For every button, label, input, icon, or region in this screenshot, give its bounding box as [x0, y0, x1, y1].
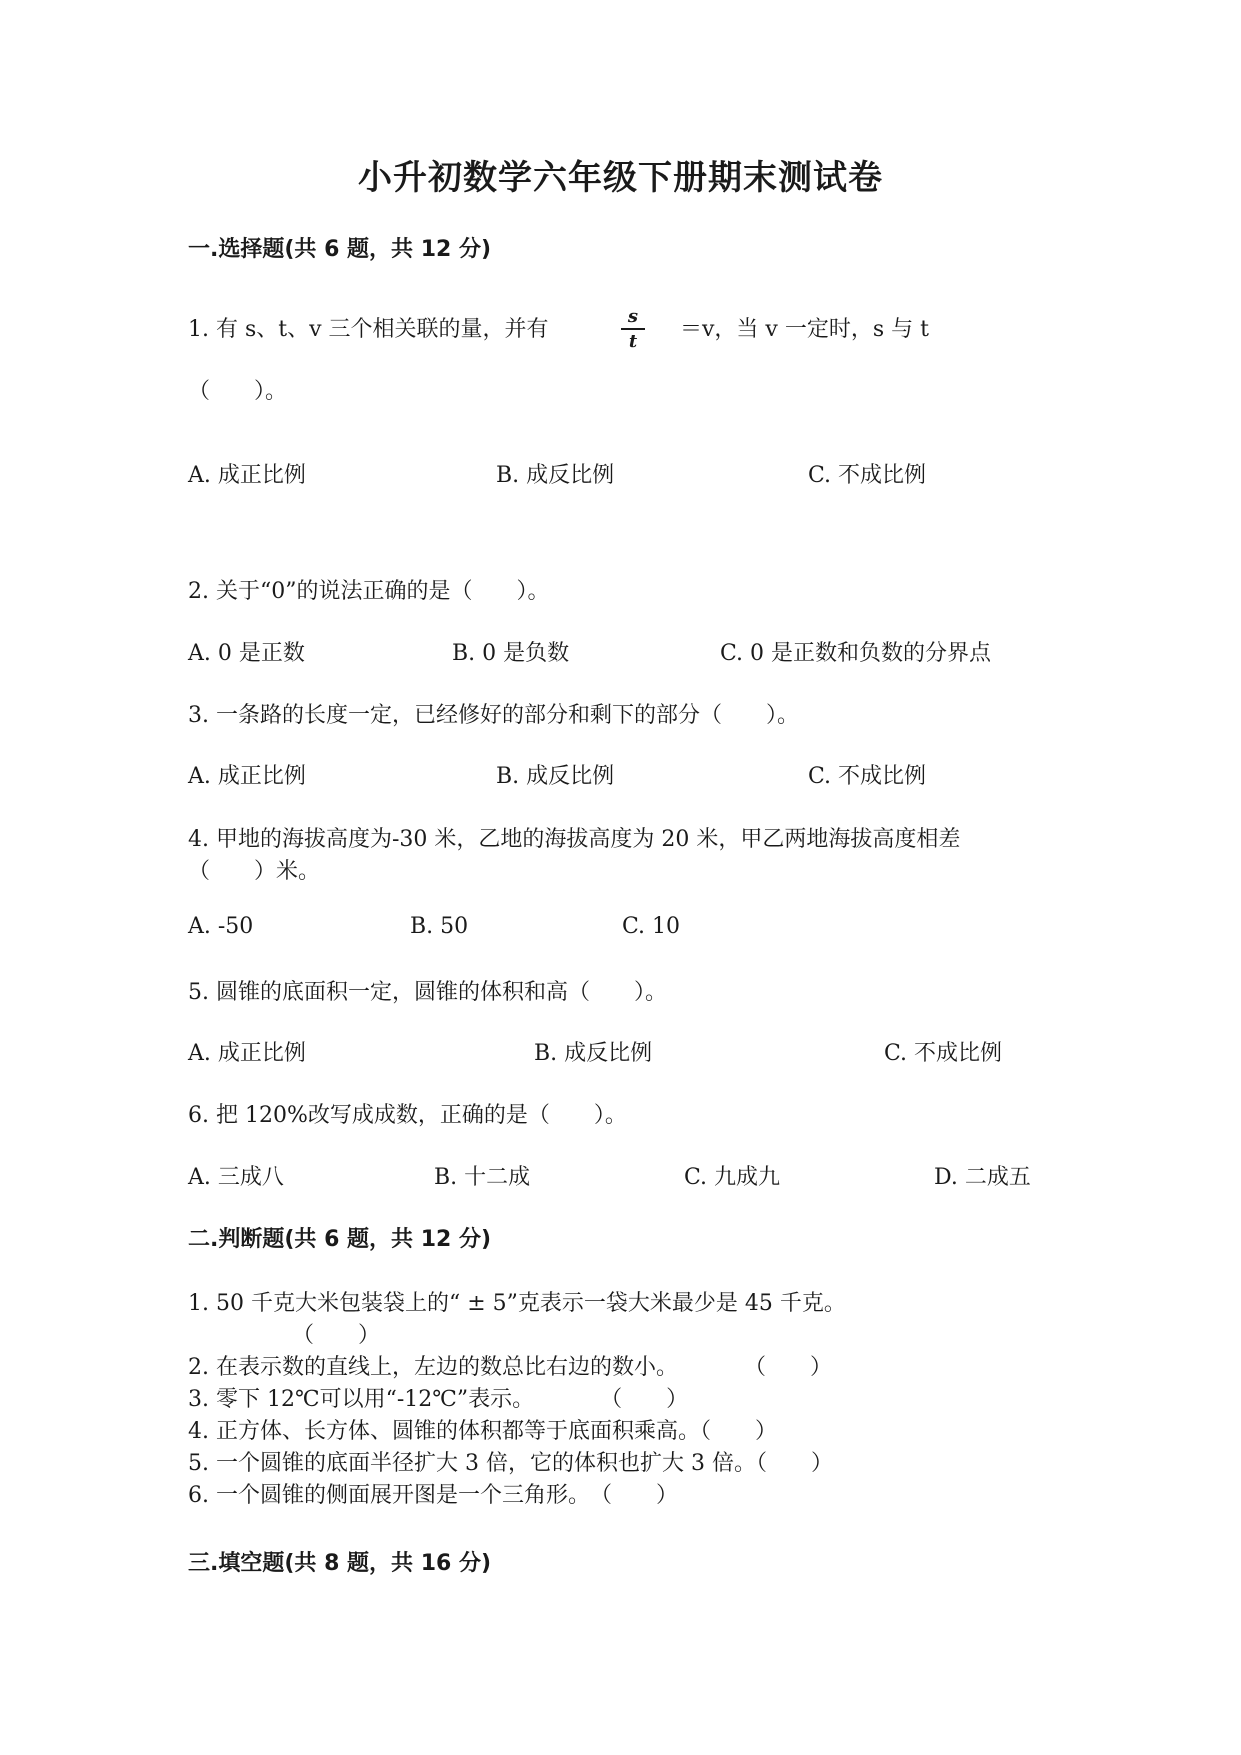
fraction-denominator: t — [628, 330, 638, 352]
question-4-stem-line2: （ ）米。 — [188, 859, 321, 884]
question-4-option-c: C. 10 — [622, 914, 681, 939]
question-1-option-c: C. 不成比例 — [808, 463, 927, 488]
question-2-option-b: B. 0 是负数 — [452, 641, 570, 666]
judge-item-1: 1. 50 千克大米包装袋上的“ ± 5”克表示一袋大米最少是 45 千克。 — [188, 1291, 846, 1316]
section-header-fill: 三.填空题(共 8 题，共 16 分) — [188, 1551, 492, 1576]
question-6-option-b: B. 十二成 — [434, 1165, 531, 1190]
question-2-option-c: C. 0 是正数和负数的分界点 — [720, 641, 992, 666]
question-4-option-a: A. -50 — [188, 914, 254, 939]
question-6-option-d: D. 二成五 — [934, 1165, 1031, 1190]
question-6-option-c: C. 九成九 — [684, 1165, 781, 1190]
judge-item-6: 6. 一个圆锥的侧面展开图是一个三角形。 （ ） — [188, 1483, 678, 1508]
question-2-option-a: A. 0 是正数 — [188, 641, 305, 666]
question-6-option-a: A. 三成八 — [188, 1165, 284, 1190]
question-5-option-c: C. 不成比例 — [884, 1041, 1003, 1066]
question-1-option-b: B. 成反比例 — [496, 463, 615, 488]
question-6-stem: 6. 把 120%改写成成数，正确的是（ ）。 — [188, 1103, 627, 1128]
question-3-option-b: B. 成反比例 — [496, 764, 615, 789]
section-header-choice: 一.选择题(共 6 题，共 12 分) — [188, 237, 492, 262]
judge-item-2: 2. 在表示数的直线上，左边的数总比右边的数小。 （ ） — [188, 1355, 832, 1380]
question-3-option-c: C. 不成比例 — [808, 764, 927, 789]
question-4-option-b: B. 50 — [410, 914, 469, 939]
question-1-option-a: A. 成正比例 — [188, 463, 306, 488]
question-5-option-a: A. 成正比例 — [188, 1041, 306, 1066]
fraction-bar — [621, 328, 645, 330]
question-1-stem-part1: 1. 有 s、t、v 三个相关联的量，并有 — [188, 317, 549, 342]
question-3-stem: 3. 一条路的长度一定，已经修好的部分和剩下的部分（ ）。 — [188, 703, 799, 728]
question-1-stem-part2: ＝v，当 v 一定时，s 与 t — [680, 317, 929, 342]
question-3-option-a: A. 成正比例 — [188, 764, 306, 789]
page-title: 小升初数学六年级下册期末测试卷 — [358, 158, 883, 198]
fraction-numerator: s — [627, 306, 639, 327]
question-1-stem-line2: （ ）。 — [188, 379, 288, 404]
judge-item-3: 3. 零下 12℃可以用“-12℃”表示。 （ ） — [188, 1387, 689, 1412]
question-5-option-b: B. 成反比例 — [534, 1041, 653, 1066]
judge-item-1-blank: （ ） — [292, 1323, 381, 1348]
question-1-fraction — [618, 306, 648, 352]
judge-item-4: 4. 正方体、长方体、圆锥的体积都等于底面积乘高。（ ） — [188, 1419, 777, 1444]
judge-item-5: 5. 一个圆锥的底面半径扩大 3 倍，它的体积也扩大 3 倍。（ ） — [188, 1451, 833, 1476]
question-5-stem: 5. 圆锥的底面积一定，圆锥的体积和高（ ）。 — [188, 980, 667, 1005]
question-4-stem: 4. 甲地的海拔高度为-30 米，乙地的海拔高度为 20 米，甲乙两地海拔高度相差 — [188, 827, 961, 852]
section-header-judge: 二.判断题(共 6 题，共 12 分) — [188, 1227, 492, 1252]
question-2-stem: 2. 关于“0”的说法正确的是（ ）。 — [188, 579, 550, 604]
